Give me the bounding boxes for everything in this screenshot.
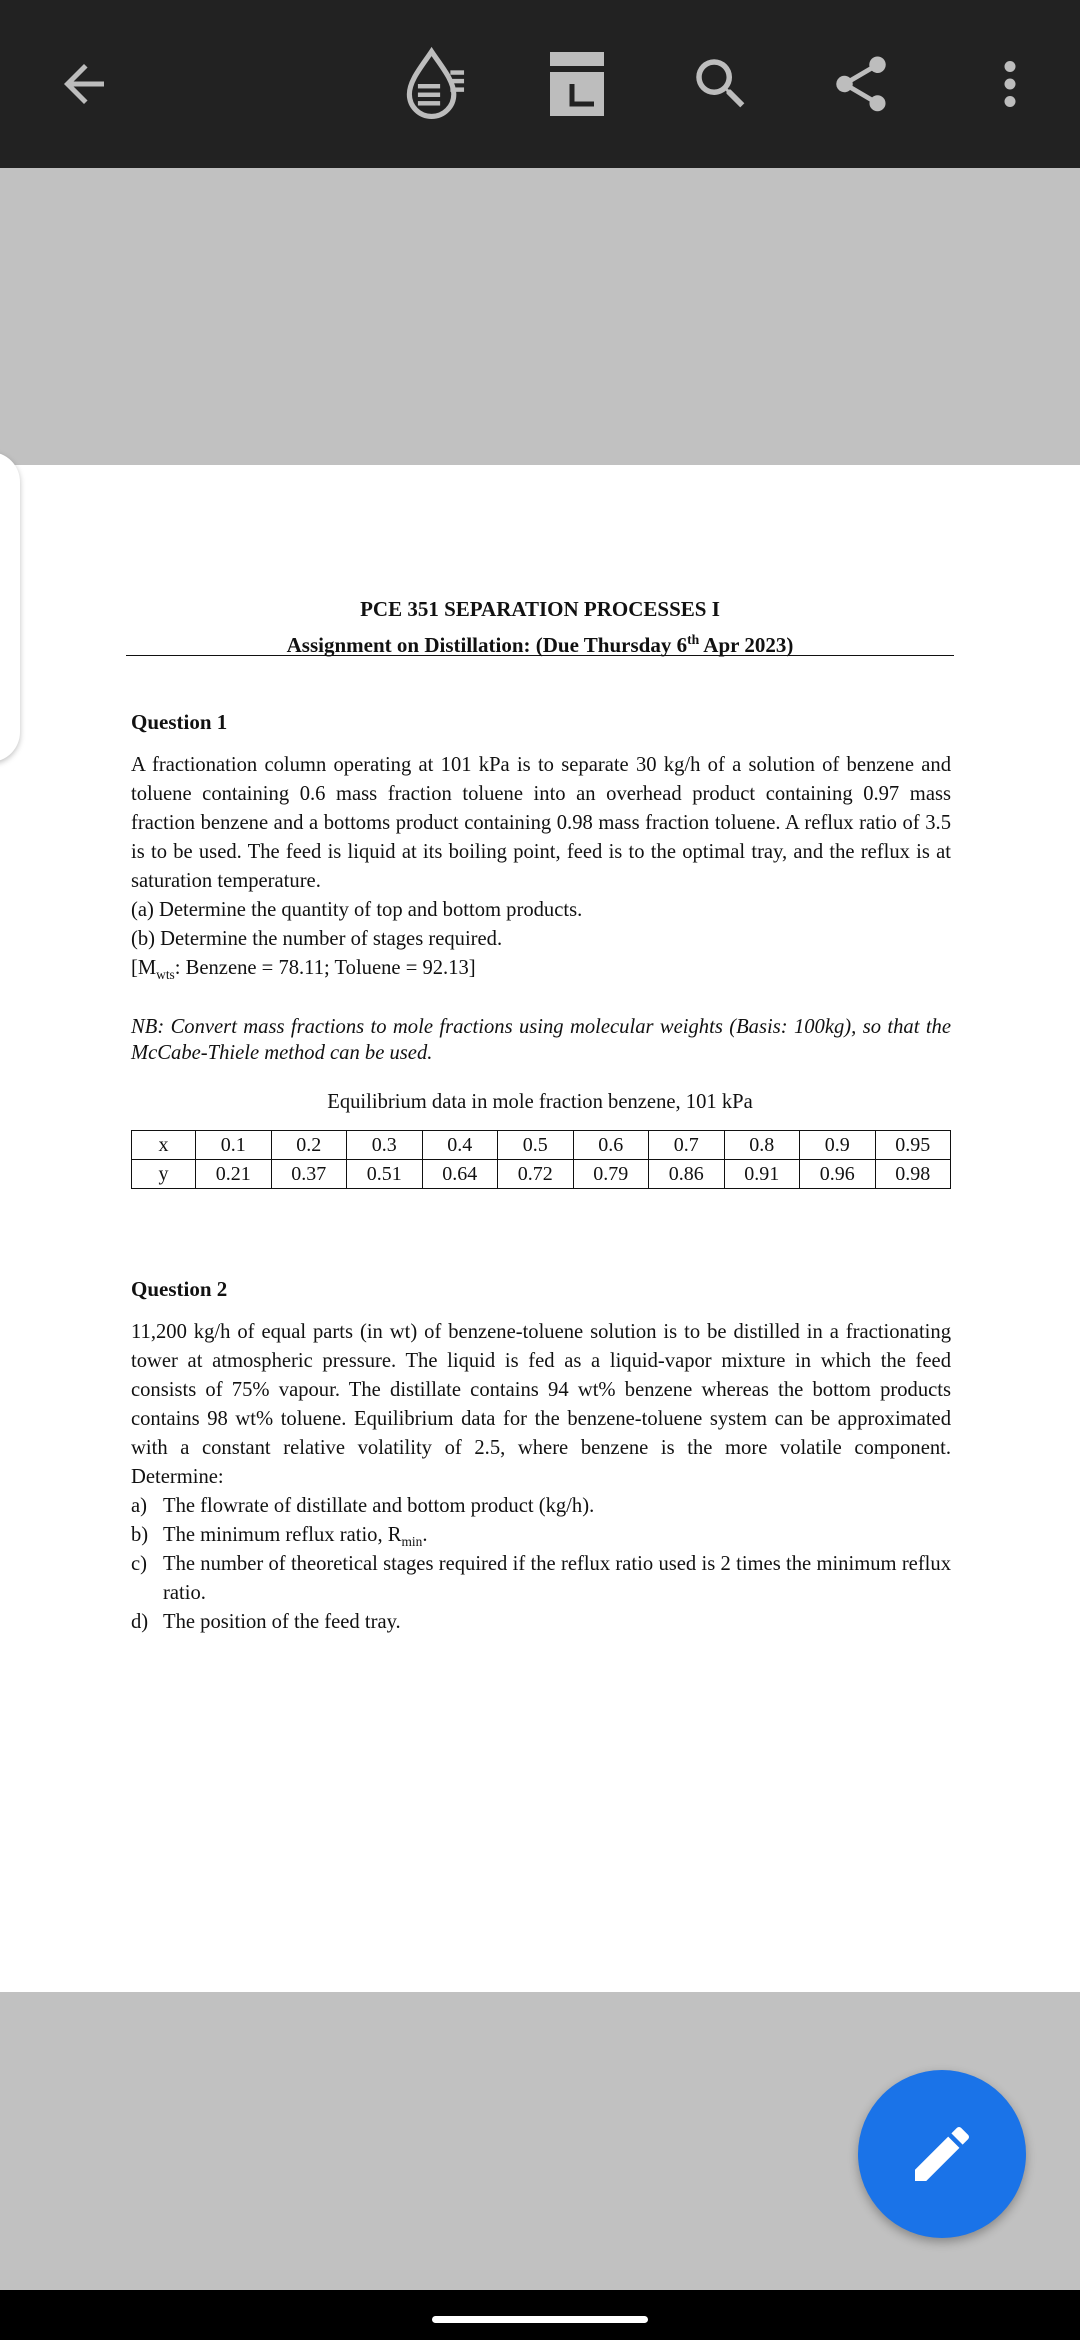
top-app-bar [0,0,1080,168]
list-item: The number of theoretical stages required if the reflux ratio used is 2 times the minimum reflux ratio. [163,1553,951,1604]
table-cell: 0.5 [498,1131,574,1160]
molecular-weights: [$M_{wts}$: Benzene = 78.11; Toluene = 92.13] [131,957,476,983]
question-1-part-a: (a) Determine the quantity of top and bottom products. [131,899,583,921]
table-cell: 0.91 [724,1160,800,1189]
list-item: The flowrate of distillate and bottom product (kg/h). [163,1495,595,1517]
list-item: The position of the feed tray. [163,1611,401,1633]
document-page [0,465,1080,1992]
list-item-label: d) [131,1611,149,1633]
question-2-title: Question 2 [131,1277,228,1301]
table-cell: 0.51 [347,1160,423,1189]
share-button[interactable] [811,34,911,134]
list-item-label: b) [131,1524,149,1546]
nb-note: NB: Convert mass fractions to mole fractions using molecular weights (Basis: 100kg), so that the McCabe-Thiele method can be used. [131,1016,951,1064]
page-layout-button[interactable] [527,34,627,134]
table-cell: y [132,1160,196,1189]
back-button[interactable] [34,34,134,134]
list-item: The minimum reflux ratio, $R_{min}$. [163,1524,428,1550]
table-cell: 0.95 [875,1131,951,1160]
list-item-label: a) [131,1495,147,1517]
more-vert-icon [980,54,1040,114]
table-cell: 0.4 [422,1131,498,1160]
reading-mode-button[interactable] [385,34,485,134]
question-1-title: Question 1 [131,710,228,734]
table-cell: 0.64 [422,1160,498,1189]
table-cell: 0.37 [271,1160,347,1189]
table-cell: 0.98 [875,1160,951,1189]
back-arrow-icon [54,54,114,114]
question-2-body: 11,200 kg/h of equal parts (in wt) of benzene-toluene solution is to be distilled in a fractionating tower at atmospheric pressure. The liquid is fed as a liquid-vapor mixture in which the feed consists of 75% vapour. The distillate contains 94 wt% benzene whereas the bottom products contains 98 wt% toluene. Equilibrium data for the benzene-toluene system can be approximated with a constant relative volatility of 2.5, where benzene is the more volatile component. Determine: [131,1321,951,1488]
table-cell: 0.72 [498,1160,574,1189]
side-drawer-handle[interactable] [0,452,20,762]
question-1-body: A fractionation column operating at 101 kPa is to separate 30 kg/h of a solution of benzene and toluene containing 0.6 mass fraction toluene into an overhead product containing 0.97 mass fraction benzene and a bottoms product containing 0.98 mass fraction toluene. A reflux ratio of 3.5 is to be used. The feed is liquid at its boiling point, feed is to the optimal tray, and the reflux is at saturation temperature. [131,754,951,892]
search-icon [688,51,754,117]
system-nav-bar [0,2290,1080,2340]
table-cell: 0.3 [347,1131,423,1160]
page-subtitle: Assignment on Distillation: (Due Thursday 6th Apr 2023) [286,632,794,657]
table-cell: 0.6 [573,1131,649,1160]
table-cell: 0.2 [271,1131,347,1160]
table-row-y [132,1160,951,1189]
share-icon [828,51,894,117]
header-divider [126,655,954,656]
home-gesture-pill[interactable] [432,2316,648,2323]
search-button[interactable] [671,34,771,134]
page-layout-icon [548,50,606,118]
table-caption: Equilibrium data in mole fraction benzene, 101 kPa [327,1091,753,1113]
table-cell: x [132,1131,196,1160]
table-cell: 0.9 [800,1131,876,1160]
table-cell: 0.96 [800,1160,876,1189]
table-cell: 0.86 [649,1160,725,1189]
edit-pencil-icon [906,2118,978,2190]
table-cell: 0.7 [649,1131,725,1160]
viewer-background [0,168,1080,465]
table-cell: 0.8 [724,1131,800,1160]
table-cell: 0.21 [196,1160,272,1189]
edit-fab-button[interactable] [858,2070,1026,2238]
page-title: PCE 351 SEPARATION PROCESSES I [360,597,720,621]
question-1-part-b: (b) Determine the number of stages required. [131,928,503,950]
reading-mode-icon [394,43,476,125]
list-item-label: c) [131,1553,147,1575]
table-cell: 0.79 [573,1160,649,1189]
table-cell: 0.1 [196,1131,272,1160]
equilibrium-table [131,1130,951,1189]
more-options-button[interactable] [960,34,1060,134]
table-row-x [132,1131,951,1160]
